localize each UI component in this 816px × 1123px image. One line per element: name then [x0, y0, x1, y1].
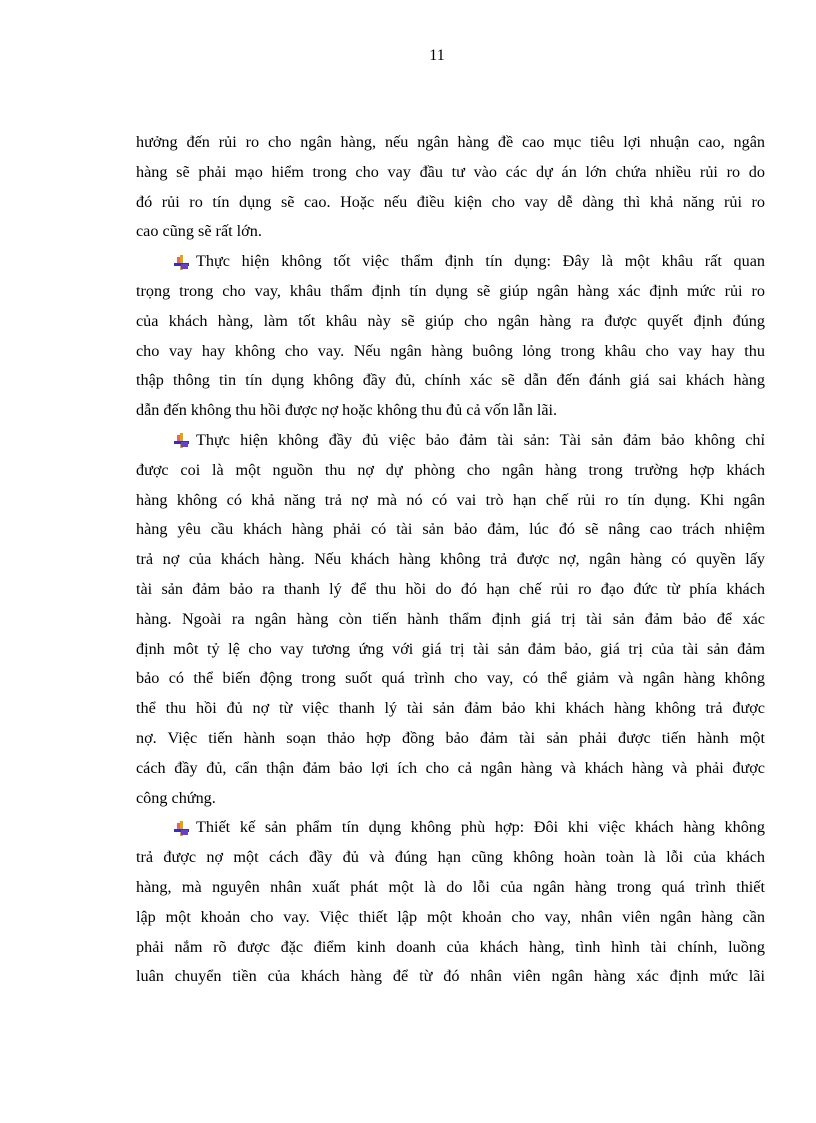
line-text: luân chuyển tiền của khách hàng để từ đó nhân viên ngân hàng xác định mức lãi: [136, 967, 765, 986]
text-line: [136, 575, 765, 605]
text-line: [136, 396, 765, 426]
paragraph: [136, 247, 765, 426]
line-text: Thiết kế sản phẩm tín dụng không phù hợp: Đôi khi việc khách hàng không: [196, 818, 765, 837]
text-line: [136, 664, 765, 694]
text-line: [136, 545, 765, 575]
line-text: hàng sẽ phải mạo hiểm trong cho vay đầu tư vào các dự án lớn chứa nhiều rủi ro do: [136, 162, 765, 181]
text-line: [136, 456, 765, 486]
paragraph: [136, 128, 765, 247]
line-text: của khách hàng, làm tốt khâu này sẽ giúp cho ngân hàng ra được quyết định đúng: [136, 311, 765, 330]
text-line: [136, 337, 765, 367]
text-line: [136, 128, 765, 158]
text-line: [136, 962, 765, 992]
text-line: [136, 635, 765, 665]
text-line: [136, 873, 765, 903]
line-text: hàng yêu cầu khách hàng phải có tài sản bảo đảm, lúc đó sẽ nâng cao trách nhiệm: [136, 520, 765, 539]
text-line: [136, 694, 765, 724]
text-line: [136, 933, 765, 963]
line-text: dẫn đến không thu hồi được nợ hoặc không thu đủ cả vốn lẫn lãi.: [136, 401, 558, 420]
text-line: [136, 188, 765, 218]
text-line: [136, 515, 765, 545]
line-text: tài sản đảm bảo ra thanh lý để thu hồi do đó hạn chế rủi ro đạo đức từ phía khách: [136, 579, 765, 598]
line-text: lập một khoản cho vay. Việc thiết lập một khoản cho vay, nhân viên ngân hàng cần: [136, 907, 765, 926]
text-line: [136, 605, 765, 635]
text-line: [136, 784, 765, 814]
text-line: [136, 813, 765, 843]
line-text: nợ. Việc tiến hành soạn thảo hợp đồng bảo đảm tài sản phải được tiến hành một: [136, 728, 765, 747]
paragraph: [136, 813, 765, 992]
line-text: hàng. Ngoài ra ngân hàng còn tiến hành thẩm định giá trị tài sản đảm bảo để xác: [136, 609, 765, 628]
line-text: định môt tỷ lệ cho vay tương ứng với giá trị tài sản đảm bảo, giá trị của tài sản đảm: [136, 639, 765, 658]
line-text: hưởng đến rủi ro cho ngân hàng, nếu ngân hàng đề cao mục tiêu lợi nhuận cao, ngân: [136, 133, 765, 151]
text-line: [136, 754, 765, 784]
text-line: [136, 843, 765, 873]
bullet-arrow-icon: [173, 820, 192, 837]
line-text: được coi là một nguồn thu nợ dự phòng cho ngân hàng trong trường hợp khách: [136, 460, 765, 479]
text-line: [136, 366, 765, 396]
text-line: [136, 724, 765, 754]
paragraph: [136, 426, 765, 813]
line-text: trả nợ của khách hàng. Nếu khách hàng không trả được nợ, ngân hàng có quyền lấy: [136, 550, 765, 569]
text-line: [136, 217, 765, 247]
text-line: [136, 158, 765, 188]
line-text: cao cũng sẽ rất lớn.: [136, 222, 262, 241]
line-text: Thực hiện không tốt việc thẩm định tín dụng: Đây là một khâu rất quan: [196, 252, 765, 271]
line-text: Thực hiện không đầy đủ việc bảo đảm tài sản: Tài sản đảm bảo không chỉ: [196, 430, 765, 449]
page-number: 11: [429, 47, 445, 64]
text-line: [136, 426, 765, 456]
bullet-arrow-icon: [173, 254, 192, 271]
body-text: [136, 128, 765, 992]
text-line: [136, 277, 765, 307]
line-text: đó rủi ro tín dụng sẽ cao. Hoặc nếu điều kiện cho vay dễ dàng thì khả năng rủi ro: [136, 192, 765, 211]
bullet-arrow-icon: [173, 432, 192, 449]
line-text: bảo có thể biến động trong suốt quá trình cho vay, có thể giảm và ngân hàng không: [136, 669, 765, 688]
line-text: cho vay hay không cho vay. Nếu ngân hàng buông lỏng trong khâu cho vay hay thu: [136, 341, 765, 360]
line-text: hàng không có khả năng trả nợ mà nó có vai trò hạn chế rủi ro tín dụng. Khi ngân: [136, 490, 765, 509]
line-text: phải nắm rõ được đặc điểm kinh doanh của khách hàng, tình hình tài chính, luồng: [136, 937, 765, 956]
line-text: cách đầy đủ, cẩn thận đảm bảo lợi ích cho cả ngân hàng và khách hàng và phải được: [136, 758, 765, 777]
line-text: công chứng.: [136, 788, 216, 807]
text-line: [136, 247, 765, 277]
line-text: thập thông tin tín dụng không đầy đủ, chính xác sẽ dẫn đến đánh giá sai khách hàng: [136, 371, 765, 390]
line-text: thể thu hồi đủ nợ từ việc thanh lý tài sản đảm bảo khi khách hàng không trả được: [136, 699, 765, 718]
line-text: trả được nợ một cách đầy đủ và đúng hạn cũng không hoàn toàn là lỗi của khách: [136, 848, 765, 867]
line-text: trọng trong cho vay, khâu thẩm định tín dụng sẽ giúp ngân hàng xác định mức rủi ro: [136, 281, 765, 300]
line-text: hàng, mà nguyên nhân xuất phát một là do lỗi của ngân hàng trong quá trình thiết: [136, 877, 765, 896]
text-line: [136, 903, 765, 933]
text-line: [136, 307, 765, 337]
text-line: [136, 486, 765, 516]
